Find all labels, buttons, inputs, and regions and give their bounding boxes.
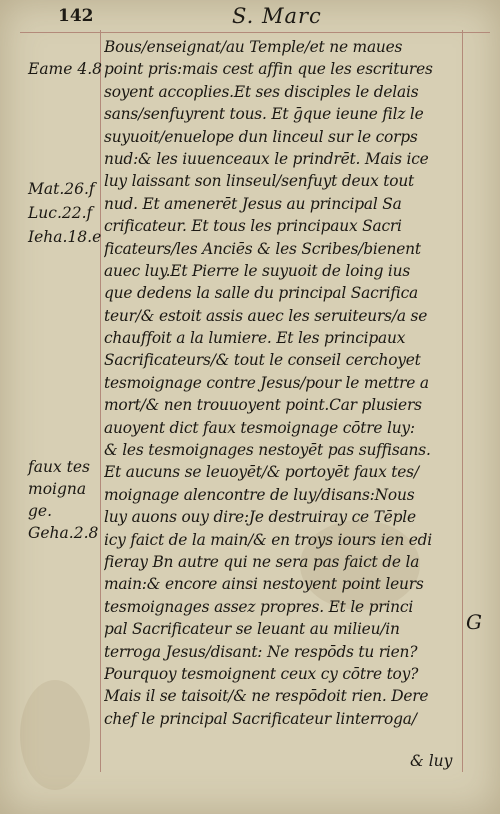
text-line: nud:& les iuuenceaux le prindrēt. Mais ice <box>104 149 429 168</box>
text-line: que dedens la salle du principal Sacrifica <box>104 284 419 303</box>
header-rule <box>20 32 490 33</box>
text-line: main:& encore ainsi nestoyent point leurs <box>104 575 424 594</box>
text-line: icy faict de la main/& en troys iours ien edi <box>104 530 433 549</box>
text-line: ficateurs/les Anciēs & les Scribes/bienent <box>104 239 421 258</box>
right-margin-glyph: G <box>466 610 482 634</box>
text-line: crificateur. Et tous les principaux Sacri <box>104 217 402 236</box>
text-line: nud. Et amenerēt Jesus au principal Sa <box>104 194 402 213</box>
margin-rule-left <box>100 30 101 772</box>
margin-note: Ieha.18.e <box>28 228 102 246</box>
text-line: Mais il se taisoit/& ne respōdoit rien. Dere <box>104 687 429 706</box>
text-line: Et aucuns se leuoyēt/& portoyēt faux tes/ <box>104 463 419 482</box>
text-line: pal Sacrificateur se leuant au milieu/in <box>104 620 400 639</box>
margin-note: moigna <box>28 480 87 498</box>
text-line: Sacrificateurs/& tout le conseil cerchoyet <box>104 351 421 370</box>
text-line: teur/& estoit assis auec les seruiteurs/a se <box>104 306 428 325</box>
text-line: luy auons ouy dire:Je destruiray ce Tēple <box>104 508 416 527</box>
text-line: fieray Bn autre qui ne sera pas faict de la <box>104 552 420 571</box>
text-line: chauffoit a la lumiere. Et les principaux <box>104 329 406 348</box>
running-head: S. Marc <box>232 4 322 28</box>
margin-note: Eame 4.8 <box>28 60 103 78</box>
text-line: sans/senfuyrent tous. Et ḡque ieune filz le <box>104 105 424 124</box>
text-line: chef le principal Sacrificateur linterroga/ <box>104 709 417 728</box>
text-line: Pourquoy tesmoignent ceux cy cōtre toy? <box>104 664 419 683</box>
text-line: auoyent dict faux tesmoignage cōtre luy: <box>104 418 415 437</box>
margin-note: Geha.2.8 <box>28 524 99 542</box>
body-text <box>104 36 464 730</box>
margin-note: Luc.22.f <box>28 204 93 222</box>
text-line: Bous/enseignat/au Temple/et ne maues <box>104 38 403 56</box>
margin-note: Mat.26.f <box>28 180 95 198</box>
page-number: 142 <box>58 6 94 26</box>
text-line: suyuoit/enuelope dun linceul sur le corps <box>104 127 418 146</box>
text-line: soyent accoplies.Et ses disciples le delais <box>104 82 419 101</box>
catchword: & luy <box>410 752 453 770</box>
text-line: auec luy.Et Pierre le suyuoit de loing ius <box>104 261 411 280</box>
margin-note: faux tes <box>28 458 90 476</box>
text-line: moignage alencontre de luy/disans:Nous <box>104 485 415 504</box>
text-line: mort/& nen trouuoyent point.Car plusiers <box>104 396 422 415</box>
paper-stain <box>20 680 90 790</box>
text-line: luy laissant son linseul/senfuyt deux tout <box>104 172 415 191</box>
text-line: tesmoignage contre Jesus/pour le mettre a <box>104 373 429 392</box>
text-line: terroga Jesus/disant: Ne respōds tu rien? <box>104 642 418 661</box>
page-header <box>0 4 500 32</box>
text-line: tesmoignages assez propres. Et le princi <box>104 597 414 616</box>
text-line: point pris:mais cest affin que les escritures <box>104 60 433 79</box>
text-line: & les tesmoignages nestoyēt pas suffisans. <box>104 441 431 460</box>
margin-note: ge. <box>28 502 53 520</box>
